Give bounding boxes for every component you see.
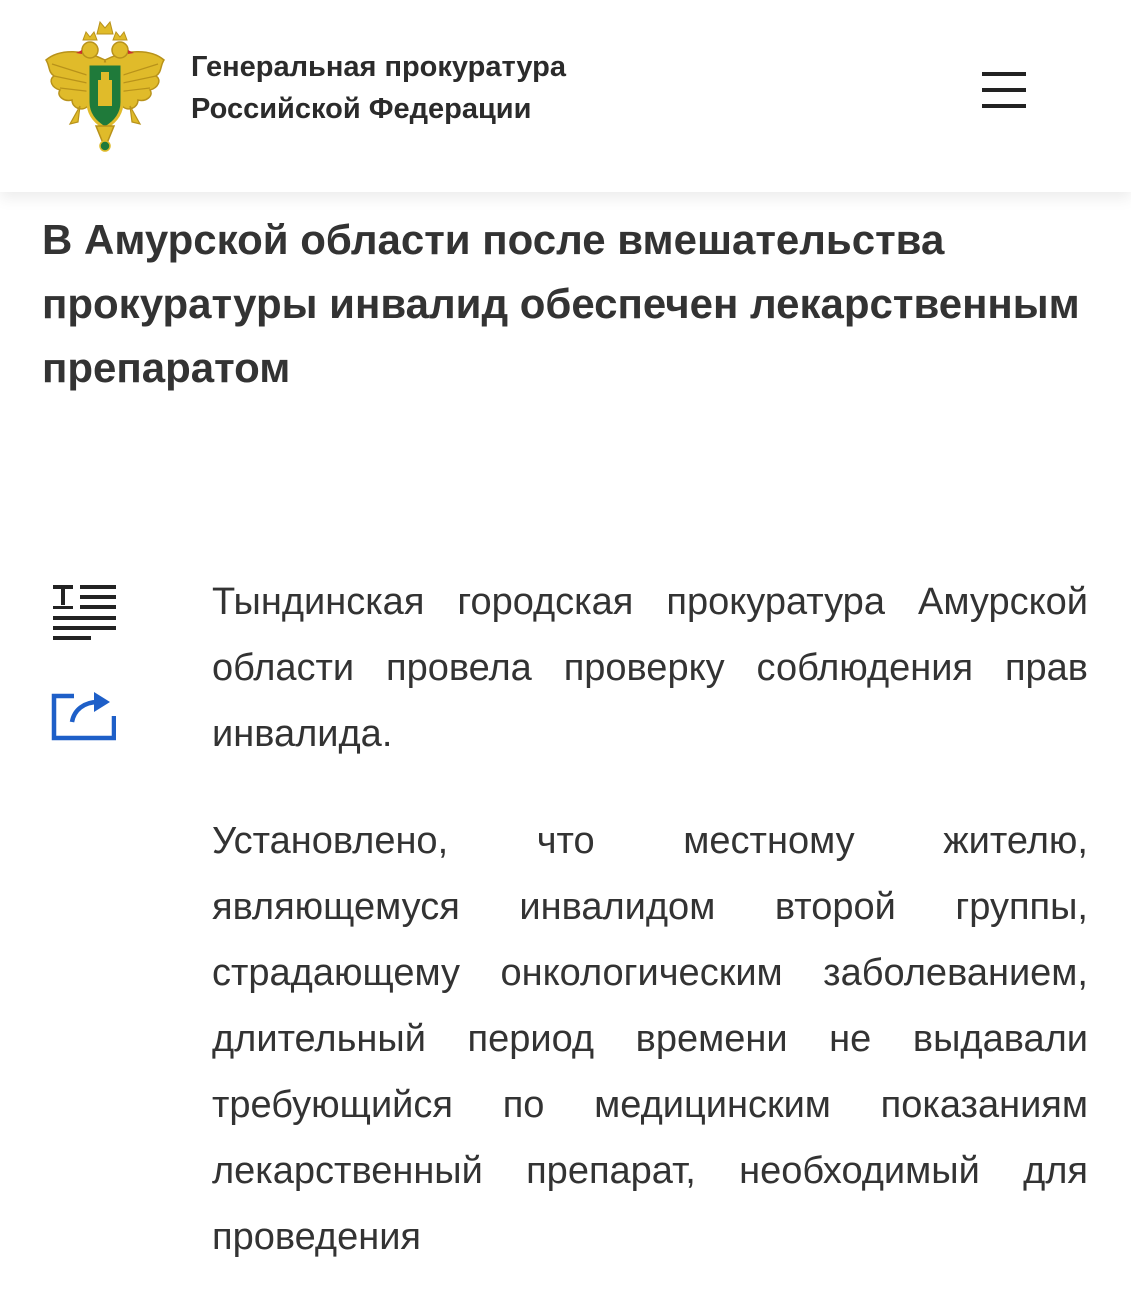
share-button[interactable] — [50, 686, 120, 750]
hamburger-menu-button[interactable] — [972, 62, 1036, 118]
org-name-line2: Российской Федерации — [191, 93, 532, 125]
text-size-icon — [50, 582, 116, 644]
text-size-button[interactable] — [50, 582, 120, 646]
article-title: В Амурской области после вмешательства прокуратуры инвалид обеспечен лекарственным препаратом — [42, 216, 1080, 391]
org-name-line1: Генеральная прокуратура — [191, 51, 567, 83]
org-name[interactable] — [191, 46, 791, 130]
hamburger-bar — [982, 104, 1026, 108]
emblem-icon[interactable] — [40, 20, 170, 156]
article-paragraph: Установлено, что местному жителю, являющемуся инвалидом второй группы, страдающему онкологическим заболеванием, длительный период времени не выдавали требующийся по медицинским показаниям лекарственный препарат, необходимый для проведения — [212, 820, 1088, 1258]
share-icon — [50, 686, 116, 742]
article-paragraph: Тындинская городская прокуратура Амурской области провела проверку соблюдения прав инвалида. — [212, 581, 1088, 755]
hamburger-bar — [982, 88, 1026, 92]
hamburger-menu-icon — [982, 72, 1026, 76]
site-header — [0, 0, 1131, 192]
article-body — [212, 569, 1088, 1311]
